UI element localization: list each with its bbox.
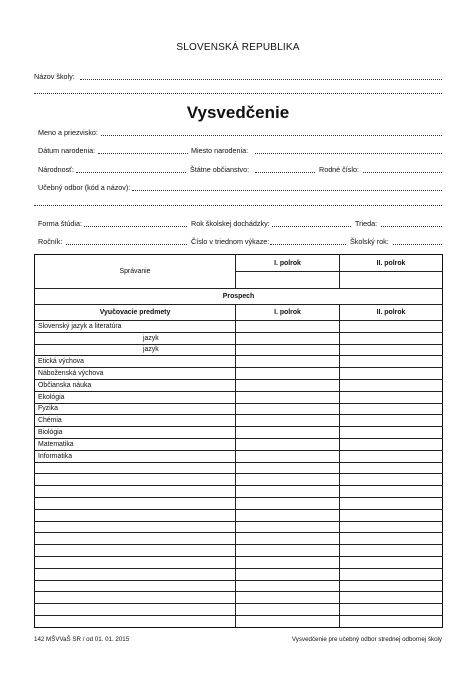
subject-term2-grade[interactable] xyxy=(340,321,443,333)
attendance-year-field[interactable] xyxy=(272,226,351,227)
behavior-term2-header: II. polrok xyxy=(340,255,443,272)
form-code: 142 MŠVVaŠ SR / od 01. 01. 2015 xyxy=(34,636,130,643)
subject-name[interactable] xyxy=(35,604,236,616)
subject-term2-grade[interactable] xyxy=(340,533,443,545)
subject-term1-grade[interactable] xyxy=(236,332,340,344)
subject-name: Matematika xyxy=(35,438,236,450)
subject-row xyxy=(35,332,443,344)
subject-name[interactable] xyxy=(35,462,236,474)
subject-term1-grade[interactable] xyxy=(236,438,340,450)
subject-row xyxy=(35,521,443,533)
behavior-term2-cell[interactable] xyxy=(340,272,443,289)
attendance-year-label: Rok školskej dochádzky: xyxy=(191,219,270,228)
citizenship-label: Štátne občianstvo: xyxy=(190,165,250,174)
subject-term1-grade[interactable] xyxy=(236,556,340,568)
subject-term1-grade[interactable] xyxy=(236,521,340,533)
subject-term2-grade[interactable] xyxy=(340,427,443,439)
subject-name: Biológia xyxy=(35,427,236,439)
subject-term1-grade[interactable] xyxy=(236,415,340,427)
subject-row xyxy=(35,486,443,498)
subject-term1-grade[interactable] xyxy=(236,427,340,439)
subject-term2-grade[interactable] xyxy=(340,497,443,509)
subject-name[interactable] xyxy=(35,580,236,592)
subject-name[interactable] xyxy=(35,592,236,604)
subject-term2-grade[interactable] xyxy=(340,509,443,521)
subject-name[interactable] xyxy=(35,545,236,557)
subject-term1-grade[interactable] xyxy=(236,344,340,356)
subject-term2-grade[interactable] xyxy=(340,521,443,533)
subjects-header: Vyučovacie predmety xyxy=(35,305,236,321)
birth-place-label: Miesto narodenia: xyxy=(191,146,249,155)
subject-row xyxy=(35,379,443,391)
school-year-label: Školský rok: xyxy=(350,237,389,246)
subject-term2-grade[interactable] xyxy=(340,368,443,380)
subject-row xyxy=(35,615,443,627)
subject-name: Občianska náuka xyxy=(35,379,236,391)
school-name-label: Názov školy: xyxy=(34,72,75,81)
subject-term1-grade[interactable] xyxy=(236,486,340,498)
subject-term1-grade[interactable] xyxy=(236,368,340,380)
subject-term2-grade[interactable] xyxy=(340,568,443,580)
subject-name[interactable] xyxy=(35,533,236,545)
field-of-study-field-line2[interactable] xyxy=(34,205,442,206)
subject-term1-grade[interactable] xyxy=(236,533,340,545)
subject-name[interactable] xyxy=(35,556,236,568)
subject-term2-grade[interactable] xyxy=(340,615,443,627)
subject-term1-grade[interactable] xyxy=(236,462,340,474)
subject-term2-grade[interactable] xyxy=(340,450,443,462)
subject-row xyxy=(35,415,443,427)
field-of-study-label: Učebný odbor (kód a názov): xyxy=(38,183,131,192)
name-field[interactable] xyxy=(101,135,442,136)
subject-term2-grade[interactable] xyxy=(340,438,443,450)
subject-name: Slovenský jazyk a literatúra xyxy=(35,321,236,333)
nationality-label: Národnosť: xyxy=(38,165,74,174)
subject-term2-grade[interactable] xyxy=(340,556,443,568)
subject-term2-grade[interactable] xyxy=(340,391,443,403)
subject-name[interactable] xyxy=(35,521,236,533)
subject-term2-grade[interactable] xyxy=(340,379,443,391)
subject-term1-grade[interactable] xyxy=(236,321,340,333)
subject-term2-grade[interactable] xyxy=(340,604,443,616)
subject-term1-grade[interactable] xyxy=(236,580,340,592)
subject-row xyxy=(35,344,443,356)
subject-name: Etická výchova xyxy=(35,356,236,368)
subject-name: jazyk xyxy=(35,332,236,344)
study-form-label: Forma štúdia: xyxy=(38,219,82,228)
subject-term2-grade[interactable] xyxy=(340,462,443,474)
grade-field[interactable] xyxy=(66,244,187,245)
subject-term1-grade[interactable] xyxy=(236,545,340,557)
subject-row xyxy=(35,450,443,462)
birth-date-label: Dátum narodenia: xyxy=(38,146,96,155)
subject-row xyxy=(35,509,443,521)
subject-row xyxy=(35,474,443,486)
subject-term2-grade[interactable] xyxy=(340,415,443,427)
subject-term1-grade[interactable] xyxy=(236,509,340,521)
subject-row xyxy=(35,592,443,604)
subjects-term2-header: II. polrok xyxy=(340,305,443,321)
subject-row xyxy=(35,321,443,333)
subject-term2-grade[interactable] xyxy=(340,356,443,368)
birth-place-field[interactable] xyxy=(255,153,442,154)
subject-row xyxy=(35,497,443,509)
subject-name[interactable] xyxy=(35,474,236,486)
name-label: Meno a priezvisko: xyxy=(38,128,98,137)
subject-name[interactable] xyxy=(35,615,236,627)
subject-term1-grade[interactable] xyxy=(236,403,340,415)
subject-term1-grade[interactable] xyxy=(236,568,340,580)
subject-term2-grade[interactable] xyxy=(340,332,443,344)
subject-row xyxy=(35,391,443,403)
subjects-term1-header: I. polrok xyxy=(236,305,340,321)
subject-row xyxy=(35,545,443,557)
subject-row xyxy=(35,568,443,580)
subject-name: Informatika xyxy=(35,450,236,462)
subject-term2-grade[interactable] xyxy=(340,545,443,557)
subject-term2-grade[interactable] xyxy=(340,344,443,356)
citizenship-field[interactable] xyxy=(255,172,315,173)
subject-term2-grade[interactable] xyxy=(340,474,443,486)
subject-name[interactable] xyxy=(35,568,236,580)
grade-label: Ročník: xyxy=(38,237,63,246)
subject-row xyxy=(35,368,443,380)
behavior-term1-cell[interactable] xyxy=(236,272,340,289)
register-number-field[interactable] xyxy=(270,244,346,245)
subject-name: Chémia xyxy=(35,415,236,427)
behavior-term1-header: I. polrok xyxy=(236,255,340,272)
subject-term2-grade[interactable] xyxy=(340,580,443,592)
subject-row xyxy=(35,556,443,568)
school-name-field[interactable] xyxy=(80,79,442,80)
study-form-field[interactable] xyxy=(84,226,187,227)
document-title: Vysvedčenie xyxy=(186,103,290,122)
subject-row xyxy=(35,580,443,592)
subject-name: Náboženská výchova xyxy=(35,368,236,380)
behavior-label: Správanie xyxy=(35,255,236,289)
subject-term2-grade[interactable] xyxy=(340,592,443,604)
school-name-field-line2[interactable] xyxy=(34,93,442,94)
subject-name[interactable] xyxy=(35,486,236,498)
results-heading: Prospech xyxy=(35,289,443,305)
subject-term1-grade[interactable] xyxy=(236,497,340,509)
subject-row xyxy=(35,403,443,415)
subject-name[interactable] xyxy=(35,497,236,509)
subject-row xyxy=(35,427,443,439)
nationality-field[interactable] xyxy=(76,172,186,173)
subject-row xyxy=(35,356,443,368)
subject-row xyxy=(35,462,443,474)
subject-row xyxy=(35,604,443,616)
subject-term1-grade[interactable] xyxy=(236,592,340,604)
subject-name: Fyzika xyxy=(35,403,236,415)
subject-row xyxy=(35,438,443,450)
subject-term1-grade[interactable] xyxy=(236,604,340,616)
register-number-label: Číslo v triednom výkaze: xyxy=(191,237,270,246)
subject-name[interactable] xyxy=(35,509,236,521)
subject-term1-grade[interactable] xyxy=(236,379,340,391)
subject-term1-grade[interactable] xyxy=(236,615,340,627)
field-of-study-field[interactable] xyxy=(132,190,442,191)
subject-name: jazyk xyxy=(35,344,236,356)
subject-row xyxy=(35,533,443,545)
subject-term1-grade[interactable] xyxy=(236,474,340,486)
birth-number-field[interactable] xyxy=(363,172,442,173)
class-label: Trieda: xyxy=(355,219,378,228)
subject-term1-grade[interactable] xyxy=(236,450,340,462)
subject-term2-grade[interactable] xyxy=(340,403,443,415)
birth-date-field[interactable] xyxy=(98,153,188,154)
subject-term1-grade[interactable] xyxy=(236,356,340,368)
school-year-field[interactable] xyxy=(393,244,442,245)
class-field[interactable] xyxy=(381,226,442,227)
subject-name: Ekológia xyxy=(35,391,236,403)
country-heading: SLOVENSKÁ REPUBLIKA xyxy=(176,42,300,53)
subject-term1-grade[interactable] xyxy=(236,391,340,403)
form-description: Vysvedčenie pre učebný odbor strednej odbornej školy xyxy=(291,636,442,643)
birth-number-label: Rodné číslo: xyxy=(319,165,359,174)
subject-term2-grade[interactable] xyxy=(340,486,443,498)
grades-table xyxy=(34,254,443,628)
